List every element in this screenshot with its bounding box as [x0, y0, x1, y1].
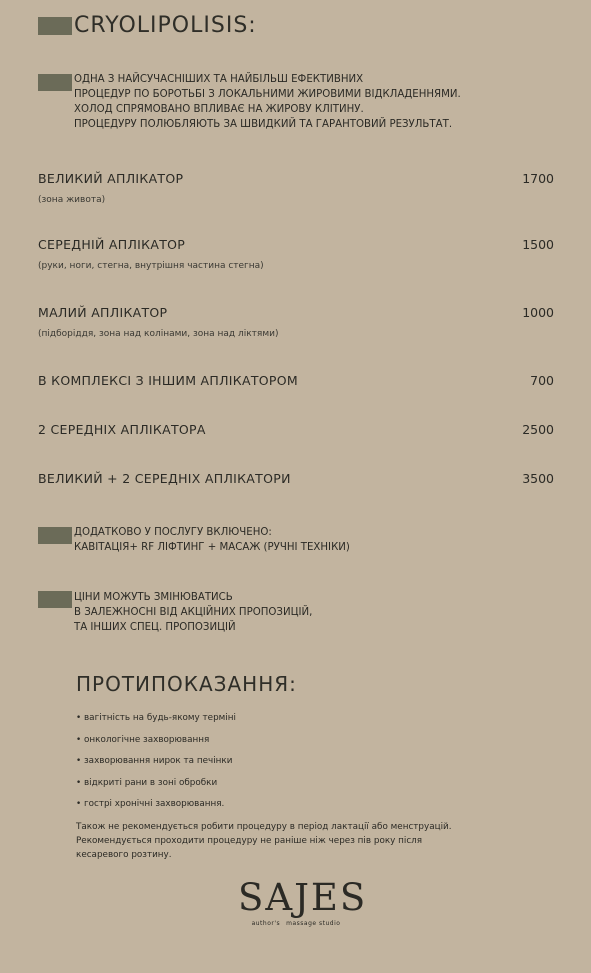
price-item-name: ВЕЛИКИЙ + 2 СЕРЕДНІХ АПЛІКАТОРИ: [38, 471, 291, 486]
list-item: • відкриті рани в зоні обробки: [76, 776, 236, 798]
disclaimer-line: ЦІНИ МОЖУТЬ ЗМІНЮВАТИСЬ: [74, 592, 233, 603]
intro-line: ОДНА З НАЙСУЧАСНІШИХ ТА НАЙБІЛЬШ ЕФЕКТИВНИХ: [74, 74, 364, 85]
price-item-name: ВЕЛИКИЙ АПЛІКАТОР: [38, 171, 184, 186]
price-item-small: [38, 305, 554, 339]
contraindications-list: [76, 711, 236, 819]
included-accent-block: [38, 527, 72, 544]
intro-line: ПРОЦЕДУРУ ПОЛЮБЛЯЮТЬ ЗА ШВИДКИЙ ТА ГАРАНТОВИЙ РЕЗУЛЬТАТ.: [74, 119, 453, 130]
price-item-value: 700: [530, 373, 554, 388]
disclaimer-line: ТА ІНШИХ СПЕЦ. ПРОПОЗИЦІЙ: [74, 622, 236, 633]
price-item-large-plus-two: [38, 471, 554, 486]
price-item-zone: (руки, ноги, стегна, внутрішня частина стегна): [38, 261, 264, 271]
list-item: • гострі хронічні захворювання.: [76, 797, 236, 819]
intro-line: ХОЛОД СПРЯМОВАНО ВПЛИВАЄ НА ЖИРОВУ КЛІТИНУ.: [74, 104, 364, 115]
price-item-value: 3500: [522, 471, 554, 486]
price-item-zone: (підборіддя, зона над колінами, зона над ліктями): [38, 329, 279, 339]
intro-text: [74, 72, 544, 132]
footnote-line: Також не рекомендується робити процедуру в період лактації або менструацій.: [76, 822, 452, 832]
contraindications-title: ПРОТИПОКАЗАННЯ:: [76, 672, 297, 696]
logo-tagline-left: author's: [251, 920, 281, 927]
disclaimer-accent-block: [38, 591, 72, 608]
price-item-name: СЕРЕДНІЙ АПЛІКАТОР: [38, 237, 186, 252]
price-item-name: 2 СЕРЕДНІХ АПЛІКАТОРА: [38, 422, 206, 437]
logo-mark: SAJES: [238, 876, 368, 919]
price-item-name: В КОМПЛЕКСІ З ІНШИМ АПЛІКАТОРОМ: [38, 373, 298, 388]
included-line: КАВІТАЦІЯ+ RF ЛІФТИНГ + МАСАЖ (РУЧНІ ТЕХНІКИ): [74, 542, 350, 553]
logo-tagline-right: massage studio: [286, 920, 341, 927]
intro-line: ПРОЦЕДУР ПО БОРОТЬБІ З ЛОКАЛЬНИМИ ЖИРОВИМИ ВІДКЛАДЕННЯМИ.: [74, 89, 461, 100]
list-item: • онкологічне захворювання: [76, 733, 236, 755]
price-item-combo: [38, 373, 554, 388]
contraindications-footnote: [76, 820, 516, 862]
list-item: • вагітність на будь-якому терміні: [76, 711, 236, 733]
price-item-large: [38, 171, 554, 205]
price-item-value: 1500: [522, 237, 554, 252]
logo-tagline: [238, 920, 354, 927]
price-item-value: 1000: [522, 305, 554, 320]
disclaimer-line: В ЗАЛЕЖНОСНІ ВІД АКЦІЙНИХ ПРОПОЗИЦІЙ,: [74, 607, 313, 618]
included-note: [74, 525, 350, 555]
list-item: • захворювання нирок та печінки: [76, 754, 236, 776]
price-item-two-medium: [38, 422, 554, 437]
included-line: ДОДАТКОВО У ПОСЛУГУ ВКЛЮЧЕНО:: [74, 527, 272, 538]
footnote-line: Рекомендується проходити процедуру не раніше ніж через пів року після: [76, 836, 423, 846]
disclaimer-note: [74, 590, 312, 635]
page-title: CRYOLIPOLISIS:: [74, 13, 257, 38]
title-accent-block: [38, 17, 72, 35]
studio-logo: [238, 876, 368, 927]
footnote-line: кесаревого розтину.: [76, 850, 172, 860]
price-item-medium: [38, 237, 554, 271]
price-item-value: 2500: [522, 422, 554, 437]
price-item-zone: (зона живота): [38, 195, 106, 205]
price-item-name: МАЛИЙ АПЛІКАТОР: [38, 305, 168, 320]
price-item-value: 1700: [522, 171, 554, 186]
intro-accent-block: [38, 74, 72, 91]
